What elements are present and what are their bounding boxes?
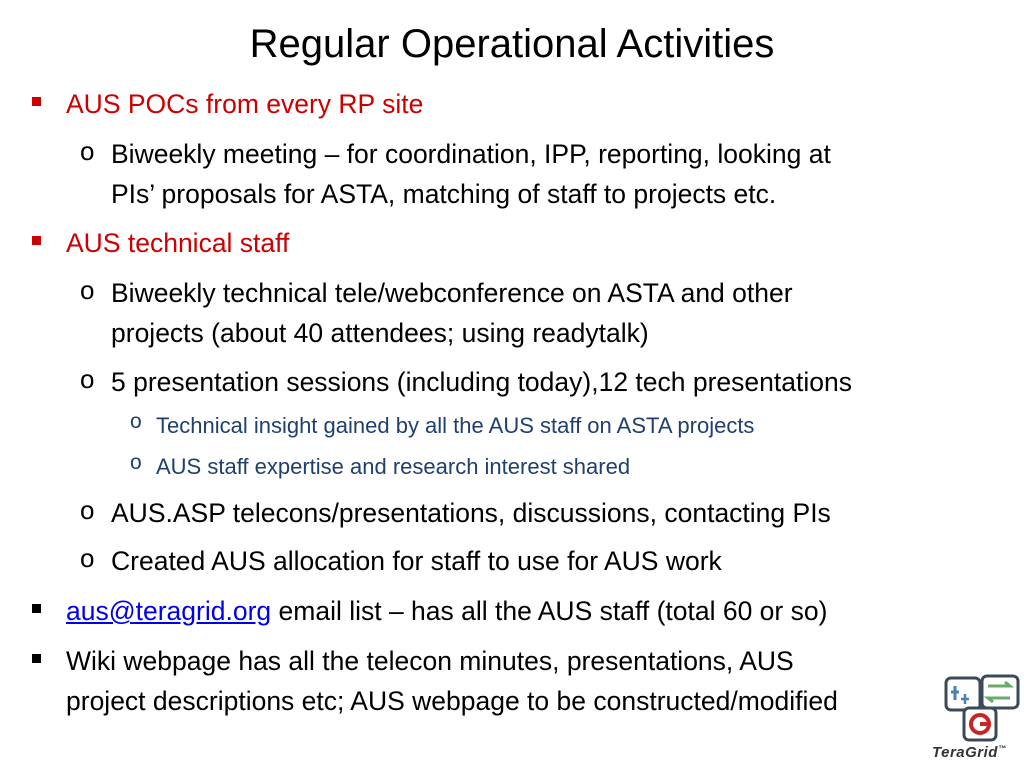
bullet-text: AUS technical staff	[66, 228, 290, 258]
circle-bullet-icon: o	[130, 410, 142, 433]
circle-bullet-icon: o	[80, 136, 95, 166]
sub-sub-item-text: Technical insight gained by all the AUS staff on ASTA projects	[156, 413, 755, 438]
circle-bullet-icon: o	[80, 364, 95, 394]
sub-item-line: projects (about 40 attendees; using readytalk)	[111, 318, 649, 348]
logo-trademark: ™	[997, 744, 1007, 753]
sub-sub-item-text: AUS staff expertise and research interest shared	[156, 454, 631, 479]
teragrid-logo-text	[932, 744, 1006, 761]
square-bullet-icon	[32, 236, 41, 245]
logo-name: TeraGrid	[932, 744, 998, 761]
circle-bullet-icon: o	[80, 275, 95, 305]
bullet-text: AUS POCs from every RP site	[66, 89, 424, 119]
square-bullet-icon	[32, 604, 41, 613]
sub-item-line: Biweekly meeting – for coordination, IPP, reporting, looking at	[111, 139, 831, 169]
square-bullet-icon	[32, 654, 41, 663]
sub-item-line: PIs’ proposals for ASTA, matching of staff to projects etc.	[111, 179, 777, 209]
slide-title: Regular Operational Activities	[249, 22, 775, 66]
bullet-text	[66, 591, 827, 631]
bullet-text: project descriptions etc; AUS webpage to be constructed/modified	[66, 686, 838, 716]
email-link[interactable]: aus@teragrid.org	[66, 596, 272, 626]
sub-item-line: 5 presentation sessions (including today),12 tech presentations	[111, 367, 852, 397]
sub-item-line: AUS.ASP telecons/presentations, discussions, contacting PIs	[111, 498, 831, 528]
sub-item-line: Biweekly technical tele/webconference on ASTA and other	[111, 278, 793, 308]
email-list-text: email list – has all the AUS staff (total 60 or so)	[271, 596, 828, 626]
circle-bullet-icon: o	[80, 495, 95, 525]
circle-bullet-icon: o	[80, 543, 95, 573]
bullet-text: Wiki webpage has all the telecon minutes, presentations, AUS	[66, 646, 794, 676]
sub-item-line: Created AUS allocation for staff to use for AUS work	[111, 546, 722, 576]
circle-bullet-icon: o	[130, 451, 142, 474]
square-bullet-icon	[32, 97, 41, 106]
